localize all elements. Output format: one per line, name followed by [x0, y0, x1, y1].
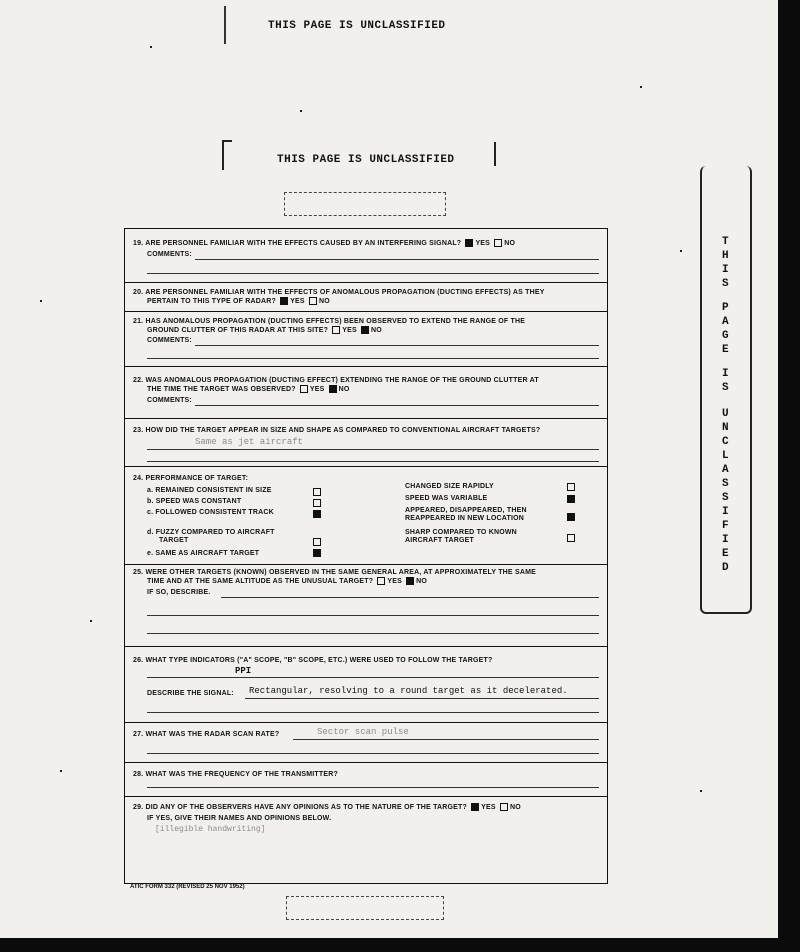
- side-stamp-letter: N: [722, 422, 729, 434]
- side-stamp-letter: I: [722, 368, 729, 380]
- side-stamp-letter: P: [722, 302, 729, 314]
- q26-signal-line-2: [147, 712, 599, 713]
- q29-no-checkbox[interactable]: [500, 803, 508, 811]
- q23-answer-line-1: [147, 449, 599, 450]
- side-stamp-letter: S: [722, 478, 729, 490]
- q24-title: 24. PERFORMANCE OF TARGET:: [133, 475, 249, 482]
- q25-describe-label: IF SO, DESCRIBE.: [147, 589, 211, 596]
- q25-yes-checkbox[interactable]: [377, 577, 385, 585]
- q22-no-checkbox[interactable]: [329, 385, 337, 393]
- side-stamp-letter: S: [722, 492, 729, 504]
- question-24: [125, 467, 607, 565]
- side-stamp-letter: G: [722, 330, 729, 342]
- scan-speck: [700, 790, 702, 792]
- q26-signal-line-1: [245, 698, 599, 699]
- question-25: [125, 565, 607, 647]
- q19-comment-line-2: [147, 273, 599, 274]
- question-27: [125, 723, 607, 763]
- q22-no-label: NO: [338, 385, 350, 393]
- q20-line1: 20. ARE PERSONNEL FAMILIAR WITH THE EFFECTS OF ANOMALOUS PROPAGATION (DUCTING EFFECTS) AS THEY: [133, 289, 545, 296]
- q23-text: 23. HOW DID THE TARGET APPEAR IN SIZE AND SHAPE AS COMPARED TO CONVENTIONAL AIRCRAFT TARGETS?: [133, 427, 541, 434]
- q27-answer-line-2: [147, 753, 599, 754]
- q24-right-b-checkbox[interactable]: [567, 495, 575, 503]
- q27-answer: Sector scan pulse: [317, 727, 409, 737]
- question-22: [125, 367, 607, 419]
- scan-speck: [640, 86, 642, 88]
- scan-border-right: [778, 0, 800, 952]
- scan-border-bottom: [0, 938, 800, 952]
- q26-answer-line: [147, 677, 599, 678]
- q23-answer-line-2: [147, 461, 599, 462]
- radar-report-form: [124, 228, 608, 884]
- side-stamp-letter: E: [722, 344, 729, 356]
- q23-answer: Same as jet aircraft: [195, 437, 304, 447]
- q24-right-b-label: SPEED WAS VARIABLE: [405, 495, 488, 502]
- q25-no-checkbox[interactable]: [406, 577, 414, 585]
- question-26: [125, 647, 607, 723]
- q21-comment-line-1: [195, 345, 599, 346]
- stamp-outline-top: [284, 192, 446, 216]
- side-stamp-letter: S: [722, 382, 729, 394]
- q27-text: 27. WHAT WAS THE RADAR SCAN RATE?: [133, 731, 280, 738]
- question-28: [125, 763, 607, 797]
- q24-left-b-label: b. SPEED WAS CONSTANT: [147, 498, 242, 505]
- q25-answer-line-1: [221, 597, 599, 598]
- form-id-footer: ATIC FORM 332 (REVISED 25 NOV 1952): [130, 884, 245, 890]
- side-stamp-letter: D: [722, 562, 729, 574]
- q21-comment-line-2: [147, 358, 599, 359]
- q24-left-b-checkbox[interactable]: [313, 499, 321, 507]
- side-stamp-letter: E: [722, 548, 729, 560]
- q21-no-label: NO: [370, 326, 382, 334]
- q19-yes-checkbox[interactable]: [465, 239, 473, 247]
- q24-left-e-checkbox[interactable]: [313, 549, 321, 557]
- q24-right-d-checkbox[interactable]: [567, 534, 575, 542]
- q24-right-a-checkbox[interactable]: [567, 483, 575, 491]
- scan-speck: [150, 46, 152, 48]
- side-stamp-letter: A: [722, 316, 729, 328]
- q27-answer-line-1: [293, 739, 599, 740]
- scan-speck: [60, 770, 62, 772]
- q25-line2: TIME AND AT THE SAME ALTITUDE AS THE UNUSUAL TARGET?: [147, 577, 374, 585]
- q19-text: 19. ARE PERSONNEL FAMILIAR WITH THE EFFECTS CAUSED BY AN INTERFERING SIGNAL?: [133, 239, 462, 247]
- q24-left-a-checkbox[interactable]: [313, 488, 321, 496]
- q22-yes-label: YES: [309, 385, 325, 393]
- q20-no-checkbox[interactable]: [309, 297, 317, 305]
- scan-speck: [680, 250, 682, 252]
- q21-line1: 21. HAS ANOMALOUS PROPAGATION (DUCTING EFFECTS) BEEN OBSERVED TO EXTEND THE RANGE OF THE: [133, 318, 526, 325]
- side-stamp-letter: L: [722, 450, 729, 462]
- q22-comments-label: COMMENTS:: [147, 397, 192, 404]
- q24-left-d-label: d. FUZZY COMPARED TO AIRCRAFT: [147, 529, 275, 536]
- q21-yes-checkbox[interactable]: [332, 326, 340, 334]
- q24-right-d-label: SHARP COMPARED TO KNOWN: [405, 529, 517, 536]
- q29-yes-checkbox[interactable]: [471, 803, 479, 811]
- q22-line1: 22. WAS ANOMALOUS PROPAGATION (DUCTING EFFECT) EXTENDING THE RANGE OF THE GROUND CLUTTER AT: [133, 377, 539, 384]
- scan-speck: [90, 620, 92, 622]
- side-stamp-letter: I: [722, 264, 729, 276]
- q25-yes-label: YES: [387, 577, 402, 585]
- q24-right-c-label: APPEARED, DISAPPEARED, THEN: [405, 507, 527, 514]
- q22-yes-checkbox[interactable]: [300, 385, 308, 393]
- question-23: [125, 419, 607, 467]
- q21-no-checkbox[interactable]: [361, 326, 369, 334]
- q24-left-a-label: a. REMAINED CONSISTENT IN SIZE: [147, 487, 272, 494]
- q24-right-c-label2: REAPPEARED IN NEW LOCATION: [405, 515, 525, 522]
- q26-text: 26. WHAT TYPE INDICATORS ("A" SCOPE, "B" SCOPE, ETC.) WERE USED TO FOLLOW THE TARGET?: [133, 657, 493, 664]
- side-stamp-letter: I: [722, 506, 729, 518]
- scan-speck: [40, 300, 42, 302]
- question-19: [125, 229, 607, 283]
- scan-speck: [300, 110, 302, 112]
- stamp-outline-bottom: [286, 896, 444, 920]
- q29-text: 29. DID ANY OF THE OBSERVERS HAVE ANY OPINIONS AS TO THE NATURE OF THE TARGET?: [133, 803, 468, 811]
- q29-yes-label: YES: [481, 803, 496, 811]
- q20-yes-label: YES: [290, 297, 305, 305]
- q21-line2: GROUND CLUTTER OF THIS RADAR AT THIS SITE?: [147, 326, 329, 334]
- mid-bracket-right: [494, 142, 496, 166]
- mid-classification-stamp: THIS PAGE IS UNCLASSIFIED: [277, 154, 455, 166]
- q24-left-c-label: c. FOLLOWED CONSISTENT TRACK: [147, 509, 274, 516]
- side-stamp-letter: H: [722, 250, 729, 262]
- q24-left-d-label2: TARGET: [159, 537, 189, 544]
- question-21: [125, 312, 607, 367]
- q24-left-e-label: e. SAME AS AIRCRAFT TARGET: [147, 550, 260, 557]
- side-stamp-letter: F: [722, 520, 729, 532]
- q20-yes-checkbox[interactable]: [280, 297, 288, 305]
- q19-no-checkbox[interactable]: [494, 239, 502, 247]
- top-bracket-mark: [224, 6, 226, 44]
- q24-right-a-label: CHANGED SIZE RAPIDLY: [405, 483, 494, 490]
- q28-text: 28. WHAT WAS THE FREQUENCY OF THE TRANSMITTER?: [133, 771, 338, 778]
- question-29: [125, 797, 607, 883]
- side-stamp-letter: S: [722, 278, 729, 290]
- q19-no-label: NO: [504, 239, 516, 247]
- q19-comment-line-1: [195, 259, 599, 260]
- top-classification-stamp: THIS PAGE IS UNCLASSIFIED: [268, 20, 446, 32]
- q26-answer: PPI: [235, 666, 252, 676]
- q25-answer-line-2: [147, 615, 599, 616]
- q25-line1: 25. WERE OTHER TARGETS (KNOWN) OBSERVED IN THE SAME GENERAL AREA, AT APPROXIMATELY THE SAME: [133, 569, 536, 576]
- q29-no-label: NO: [509, 803, 521, 811]
- q20-no-label: NO: [318, 297, 330, 305]
- q28-answer-line: [147, 787, 599, 788]
- q26-signal-label: DESCRIBE THE SIGNAL:: [147, 690, 234, 697]
- q24-left-d-checkbox[interactable]: [313, 538, 321, 546]
- side-stamp-letter: T: [722, 236, 729, 248]
- q24-left-c-checkbox[interactable]: [313, 510, 321, 518]
- q19-yes-label: YES: [475, 239, 491, 247]
- side-stamp-letter: C: [722, 436, 729, 448]
- q21-comments-label: COMMENTS:: [147, 337, 192, 344]
- q19-comments-label: COMMENTS:: [147, 251, 192, 258]
- q20-line2: PERTAIN TO THIS TYPE OF RADAR?: [147, 297, 277, 305]
- q24-right-c-checkbox[interactable]: [567, 513, 575, 521]
- q24-right-d-label2: AIRCRAFT TARGET: [405, 537, 474, 544]
- q22-line2: THE TIME THE TARGET WAS OBSERVED?: [147, 385, 296, 393]
- q25-no-label: NO: [416, 577, 428, 585]
- side-stamp-letter: U: [722, 408, 729, 420]
- q21-yes-label: YES: [342, 326, 357, 334]
- q26-signal-answer: Rectangular, resolving to a round target as it decelerated.: [249, 686, 568, 696]
- q29-answer: [illegible handwriting]: [155, 825, 266, 834]
- side-stamp-letter: I: [722, 534, 729, 546]
- q29-line2: IF YES, GIVE THEIR NAMES AND OPINIONS BELOW.: [147, 815, 332, 822]
- mid-bracket-left: [222, 140, 232, 170]
- side-stamp-letter: A: [722, 464, 729, 476]
- q25-answer-line-3: [147, 633, 599, 634]
- question-20: [125, 283, 607, 312]
- q22-comment-line-1: [195, 405, 599, 406]
